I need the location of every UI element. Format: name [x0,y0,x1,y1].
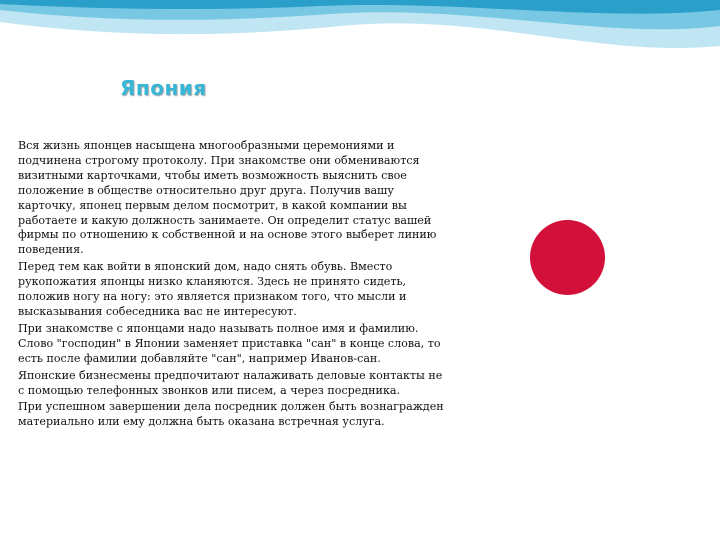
paragraph-intermediary: Японские бизнесмены предпочитают налаживать деловые контакты не с помощью телефонных звонков или писем, а через посредника. [18,368,443,397]
paragraph-names: При знакомстве с японцами надо называть полное имя и фамилию. Слово "господин" в Японии заменяет приставка "сан" в конце слова, то есть после фамилии добавляйте "сан", например Иванов-сан. [18,321,441,365]
paragraph-reward: При успешном завершении дела посредник должен быть вознагражден материально или ему должна быть оказана встречная услуга. [18,400,444,429]
paragraph-business-cards: Вся жизнь японцев насыщена многообразными церемониями и подчинена строгому протоколу. При знакомстве они обмениваются визитными карточками, чтобы иметь возможность выяснить свое положение в обществе относительно друг друга. Получив вашу карточку, японец первым делом посмотрит, в какой компании вы работаете и какую должность занимаете. Он определит статус вашей фирмы по отношению к собственной и на основе этого выберет линию поведения. [18,139,437,257]
paragraph-home-etiquette: Перед тем как войти в японский дом, надо снять обувь. Вместо рукопожатия японцы низко кланяются. Здесь не принято сидеть, положив ногу на ногу: это является признаком того, что мысли и высказывания собеседника вас не интересуют. [18,260,407,318]
body-text [18,139,444,432]
slide-title: Япония [120,76,207,100]
header-wave-decoration [0,0,720,80]
japan-flag-circle [530,220,605,295]
